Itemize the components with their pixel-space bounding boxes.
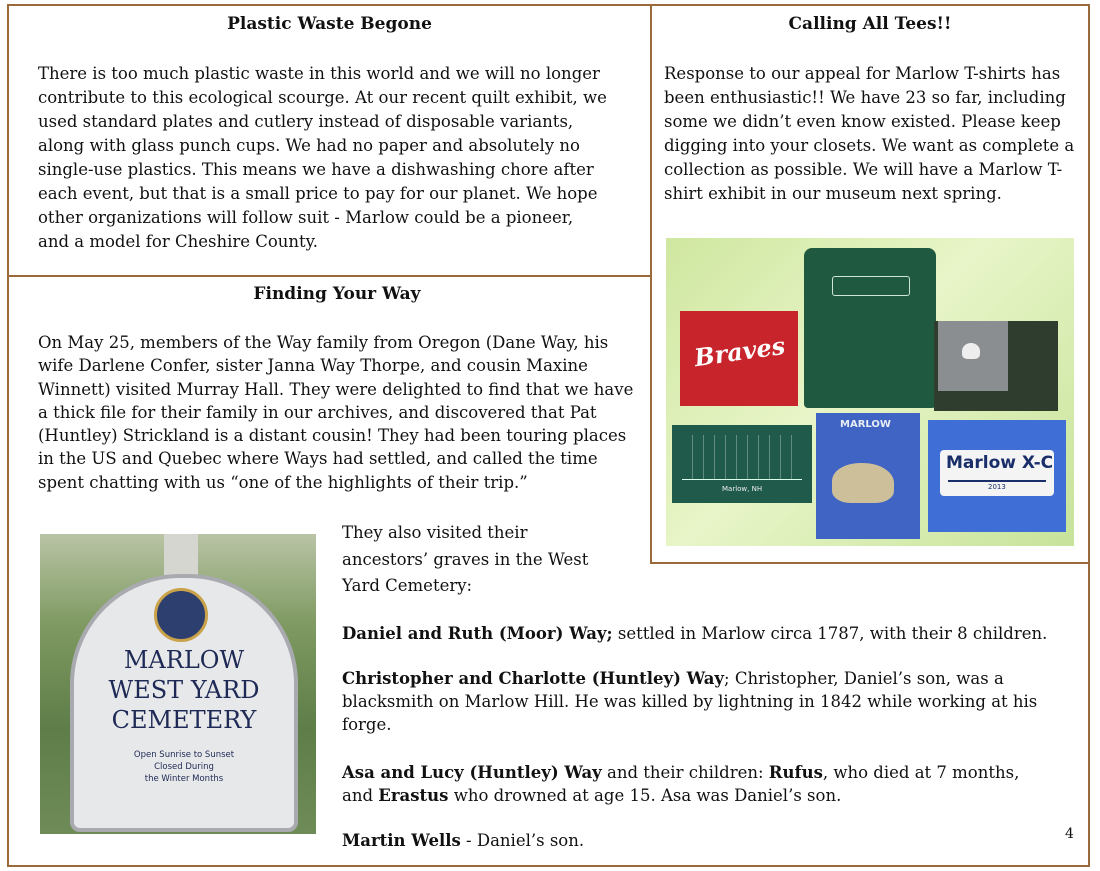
green-longsleeve-shirt — [804, 248, 936, 408]
cemetery-sign-photo — [40, 534, 316, 834]
plastic-title: Plastic Waste Begone — [227, 14, 432, 34]
gray-shirt — [934, 321, 1058, 411]
sign-small-1: Open Sunrise to Sunset — [133, 750, 235, 760]
sign-small-3: the Winter Months — [144, 774, 224, 784]
way-intro: On May 25, members of the Way family from Oregon (Dane Way, his wife Darlene Confer, sister Janna Way Thorpe, and cousin Maxine Winnett) visited Murray Hall. They were delighted to find that we have a thick file for their family in our archives, and discovered that Pat (Huntley) Strickland is a distant cousin! They had been touring places in the US and Quebec where Ways had settled, and called the time spent chatting with us “one of the highlights of their trip.” — [38, 333, 634, 492]
way-box-right-edge — [1088, 562, 1090, 867]
marlow-shirt-label: MARLOW — [840, 419, 891, 430]
grave-entry-rufus: Rufus — [768, 763, 823, 782]
xc-label: Marlow X-C — [946, 453, 1054, 473]
grave-entry-martin-text: - Daniel’s son. — [460, 831, 585, 850]
graves-intro: They also visited their ancestors’ graves in the West Yard Cemetery: — [342, 523, 589, 595]
grave-entry-martin-name: Martin Wells — [342, 831, 461, 850]
page-number: 4 — [1065, 826, 1074, 842]
grave-entry-daniel-name: Daniel and Ruth (Moor) Way; — [342, 624, 613, 643]
green-drawing-shirt — [672, 425, 812, 503]
sign-line-3: CEMETERY — [111, 706, 257, 734]
tees-title: Calling All Tees!! — [788, 14, 952, 34]
grave-entry-asa-text-1: and their children: — [601, 763, 769, 782]
town-seal-icon — [154, 588, 208, 642]
bear-icon — [832, 463, 894, 503]
grave-entry-martin — [342, 829, 842, 853]
grave-entry-christopher-text: ; Christopher, Daniel’s son, was a blacksmith on Marlow Hill. He was killed by lightning in 1842 while working at his forge. — [342, 669, 1038, 734]
tshirt-collage-photo — [666, 238, 1074, 546]
way-title: Finding Your Way — [253, 284, 421, 304]
xc-patch — [940, 450, 1054, 496]
sign-small-2: Closed During — [154, 762, 214, 772]
shirt-town-drawing — [832, 276, 910, 296]
braves-shirt-label: Braves — [692, 330, 787, 373]
grave-entry-daniel-text: settled in Marlow circa 1787, with their 8 children. — [612, 624, 1048, 643]
xc-year: 2013 — [988, 483, 1006, 491]
arrow-icon — [948, 480, 1046, 482]
blue-xc-shirt — [928, 420, 1066, 532]
grave-entry-asa — [342, 761, 1042, 807]
blue-bear-shirt — [816, 413, 920, 539]
braves-shirt — [680, 311, 798, 406]
tees-body: Response to our appeal for Marlow T-shirts has been enthusiastic!! We have 23 so far, including some we didn’t even know existed. Please keep digging into your closets. We want as complete a collection as possible. We will have a Marlow T-shirt exhibit in our museum next spring. — [664, 64, 1075, 203]
town-drawing — [682, 435, 802, 480]
grave-entry-christopher — [342, 667, 1054, 736]
sign-line-2: WEST YARD — [108, 676, 260, 704]
gray-shirt-tree-icon — [962, 343, 980, 359]
grave-entry-asa-name: Asa and Lucy (Huntley) Way — [342, 763, 602, 782]
grave-entry-erastus: Erastus — [378, 786, 449, 805]
sign-line-1: MARLOW — [123, 646, 245, 674]
grave-entry-christopher-name: Christopher and Charlotte (Huntley) Way — [342, 669, 725, 688]
plastic-body: There is too much plastic waste in this world and we will no longer contribute to this ecological scourge. At our recent quilt exhibit, we used standard plates and cutlery instead of disposable variants, along with glass punch cups. We had no paper and absolutely no single-use plastics. This means we have a dishwashing chore after each event, but that is a small price to pay for our planet. We hope other organizations will follow suit - Marlow could be a pioneer, and a model for Cheshire County. — [38, 64, 607, 251]
marlow-nh-label: Marlow, NH — [722, 485, 763, 493]
grave-entry-daniel — [342, 622, 1062, 646]
grave-entry-asa-text-3: who drowned at age 15. Asa was Daniel’s son. — [448, 786, 842, 805]
grave-entry-asa-text-2: , who died at 7 months, and — [342, 763, 1020, 805]
sign-board — [70, 574, 298, 832]
